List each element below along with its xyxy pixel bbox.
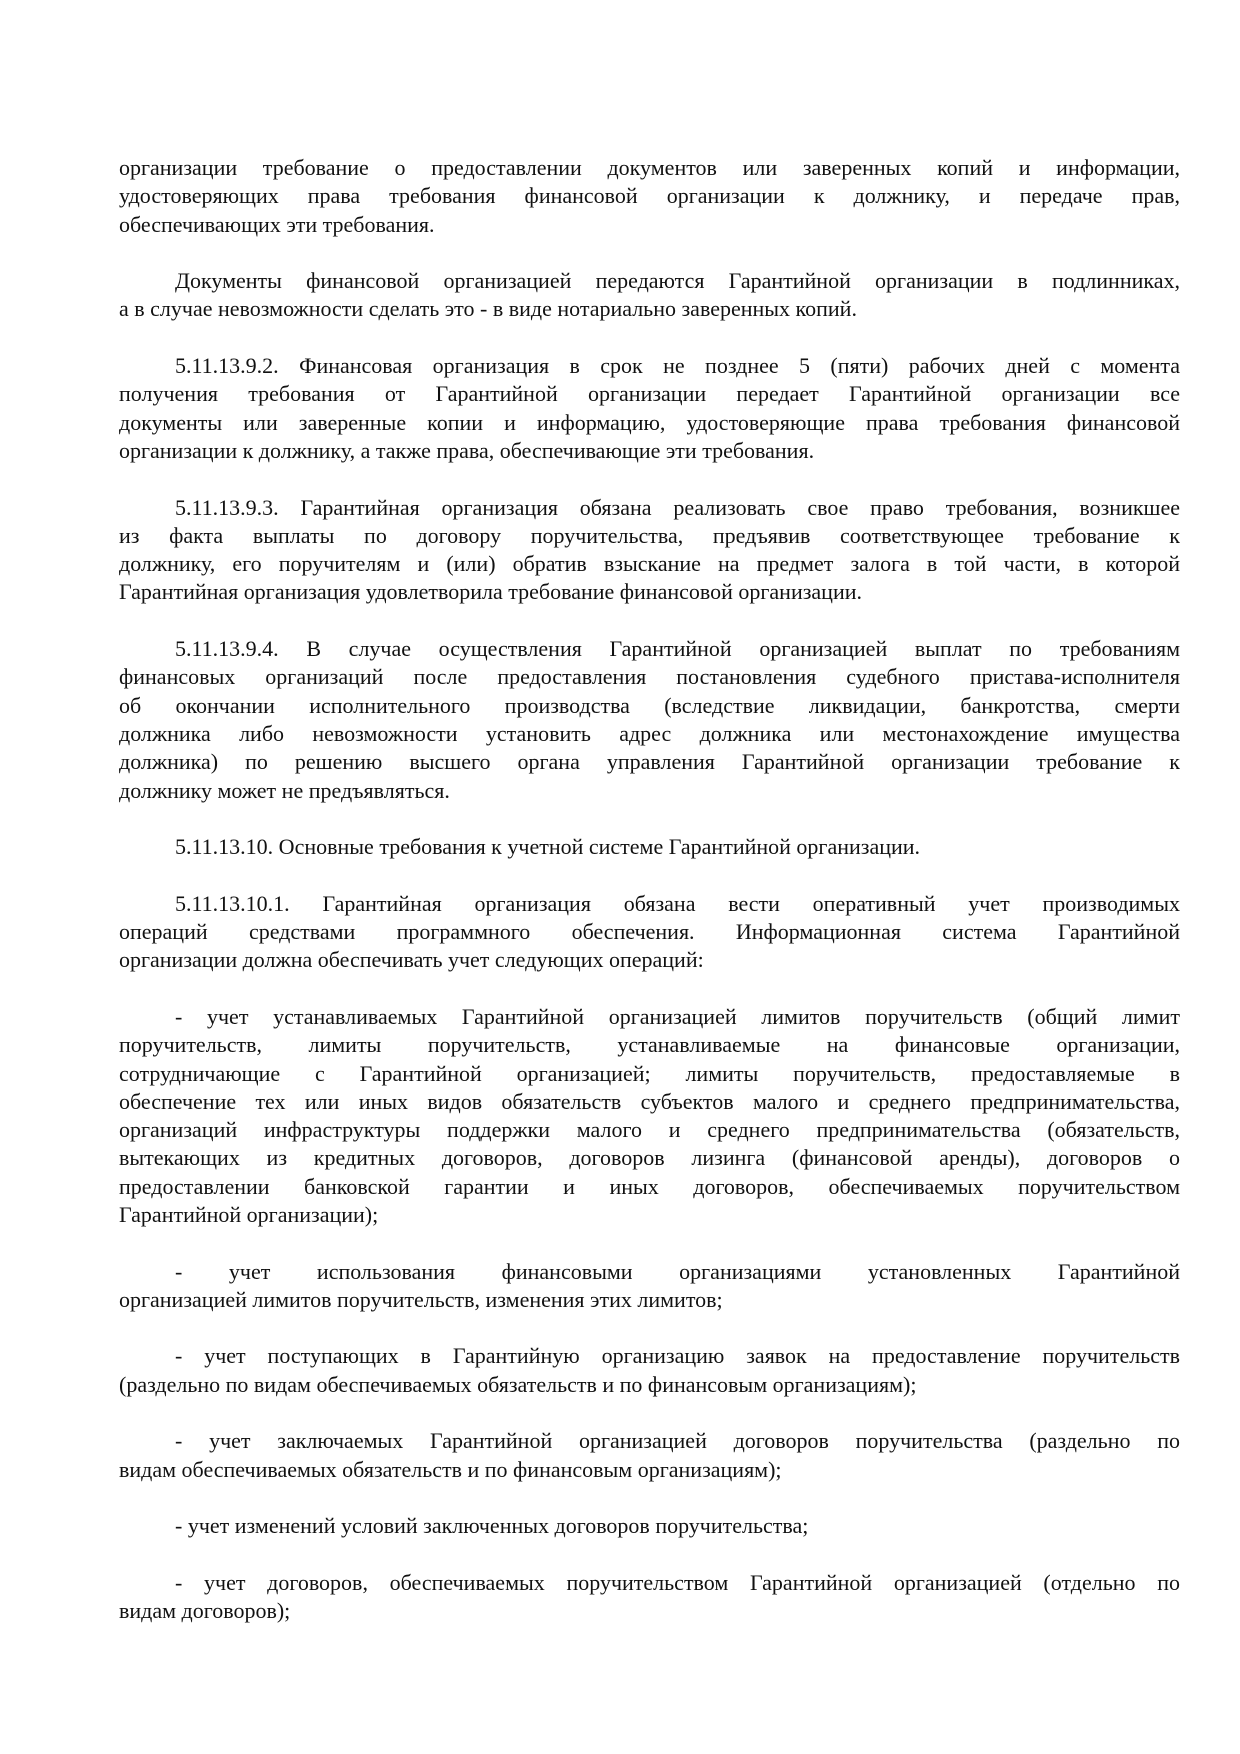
- text-line: а в случае невозможности сделать это - в виде нотариально заверенных копий.: [119, 296, 857, 322]
- text-line: Гарантийная организация удовлетворила требование финансовой организации.: [119, 579, 863, 605]
- text-line: 5.11.13.10.1. Гарантийная организация обязана вести оперативный учет производимых: [175, 890, 1180, 916]
- text-line: должнику может не предъявляться.: [119, 777, 450, 803]
- text-line: операций средствами программного обеспечения. Информационная система Гарантийной: [119, 919, 1180, 945]
- text-line: должника) по решению высшего органа управления Гарантийной организации требование к: [119, 749, 1180, 775]
- text-line: обеспечение тех или иных видов обязательств субъектов малого и среднего предпринимательства,: [119, 1088, 1180, 1114]
- text-line: 5.11.13.9.3. Гарантийная организация обязана реализовать свое право требования, возникшее: [175, 494, 1180, 520]
- text-line: обеспечивающих эти требования.: [119, 211, 435, 237]
- paragraph: [119, 1258, 1180, 1315]
- text-line: - учет устанавливаемых Гарантийной организацией лимитов поручительств (общий лимит: [175, 1003, 1180, 1029]
- paragraph: [119, 494, 1180, 607]
- paragraph: [119, 1569, 1180, 1626]
- paragraph: [119, 267, 1180, 324]
- text-line: об окончании исполнительного производства (вследствие ликвидации, банкротства, смерти: [119, 692, 1180, 718]
- paragraph: [119, 1512, 1180, 1540]
- text-line: поручительств, лимиты поручительств, устанавливаемые на финансовые организации,: [119, 1032, 1180, 1058]
- text-line: 5.11.13.9.4. В случае осуществления Гарантийной организацией выплат по требованиям: [175, 636, 1180, 662]
- text-line: организации должна обеспечивать учет следующих операций:: [119, 947, 704, 973]
- paragraph: [119, 154, 1180, 239]
- text-line: видам обеспечиваемых обязательств и по финансовым организациям);: [119, 1456, 782, 1482]
- document-page: [119, 154, 1180, 1654]
- text-line: 5.11.13.9.2. Финансовая организация в срок не позднее 5 (пяти) рабочих дней с момента: [175, 353, 1180, 379]
- text-line: из факта выплаты по договору поручительства, предъявив соответствующее требование к: [119, 522, 1180, 548]
- text-line: должнику, его поручителям и (или) обратив взыскание на предмет залога в той части, в которой: [119, 551, 1180, 577]
- text-line: 5.11.13.10. Основные требования к учетной системе Гарантийной организации.: [175, 834, 921, 860]
- text-line: должника либо невозможности установить адрес должника или местонахождение имущества: [119, 720, 1180, 746]
- paragraph: [119, 635, 1180, 805]
- text-line: организации к должнику, а также права, обеспечивающие эти требования.: [119, 437, 815, 463]
- text-line: организации требование о предоставлении документов или заверенных копий и информации,: [119, 155, 1180, 180]
- text-line: организацией лимитов поручительств, изменения этих лимитов;: [119, 1286, 723, 1312]
- text-line: организаций инфраструктуры поддержки малого и среднего предпринимательства (обязательств,: [119, 1117, 1180, 1143]
- paragraph: [119, 1003, 1180, 1229]
- text-line: получения требования от Гарантийной организации передает Гарантийной организации все: [119, 381, 1180, 407]
- text-line: сотрудничающие с Гарантийной организацией; лимиты поручительств, предоставляемые в: [119, 1060, 1180, 1086]
- text-line: - учет использования финансовыми организациями установленных Гарантийной: [175, 1258, 1180, 1284]
- text-line: предоставлении банковской гарантии и иных договоров, обеспечиваемых поручительством: [119, 1173, 1180, 1199]
- paragraph: [119, 352, 1180, 465]
- text-line: (раздельно по видам обеспечиваемых обязательств и по финансовым организациям);: [119, 1371, 917, 1397]
- text-line: удостоверяющих права требования финансовой организации к должнику, и передаче прав,: [119, 183, 1180, 209]
- text-line: видам договоров);: [119, 1598, 291, 1624]
- text-line: - учет изменений условий заключенных договоров поручительства;: [175, 1513, 809, 1539]
- text-line: - учет поступающих в Гарантийную организацию заявок на предоставление поручительств: [175, 1343, 1180, 1369]
- text-line: вытекающих из кредитных договоров, договоров лизинга (финансовой аренды), договоров о: [119, 1145, 1180, 1171]
- text-line: документы или заверенные копии и информацию, удостоверяющие права требования финансовой: [119, 409, 1180, 435]
- paragraph: [119, 890, 1180, 975]
- paragraph: [119, 833, 1180, 861]
- text-line: - учет договоров, обеспечиваемых поручительством Гарантийной организацией (отдельно по: [175, 1569, 1180, 1595]
- text-line: финансовых организаций после предоставления постановления судебного пристава-исполнителя: [119, 664, 1180, 690]
- text-line: - учет заключаемых Гарантийной организацией договоров поручительства (раздельно по: [175, 1428, 1180, 1454]
- text-line: Гарантийной организации);: [119, 1201, 379, 1227]
- paragraph: [119, 1427, 1180, 1484]
- paragraph: [119, 1342, 1180, 1399]
- text-line: Документы финансовой организацией передаются Гарантийной организации в подлинниках,: [175, 268, 1180, 294]
